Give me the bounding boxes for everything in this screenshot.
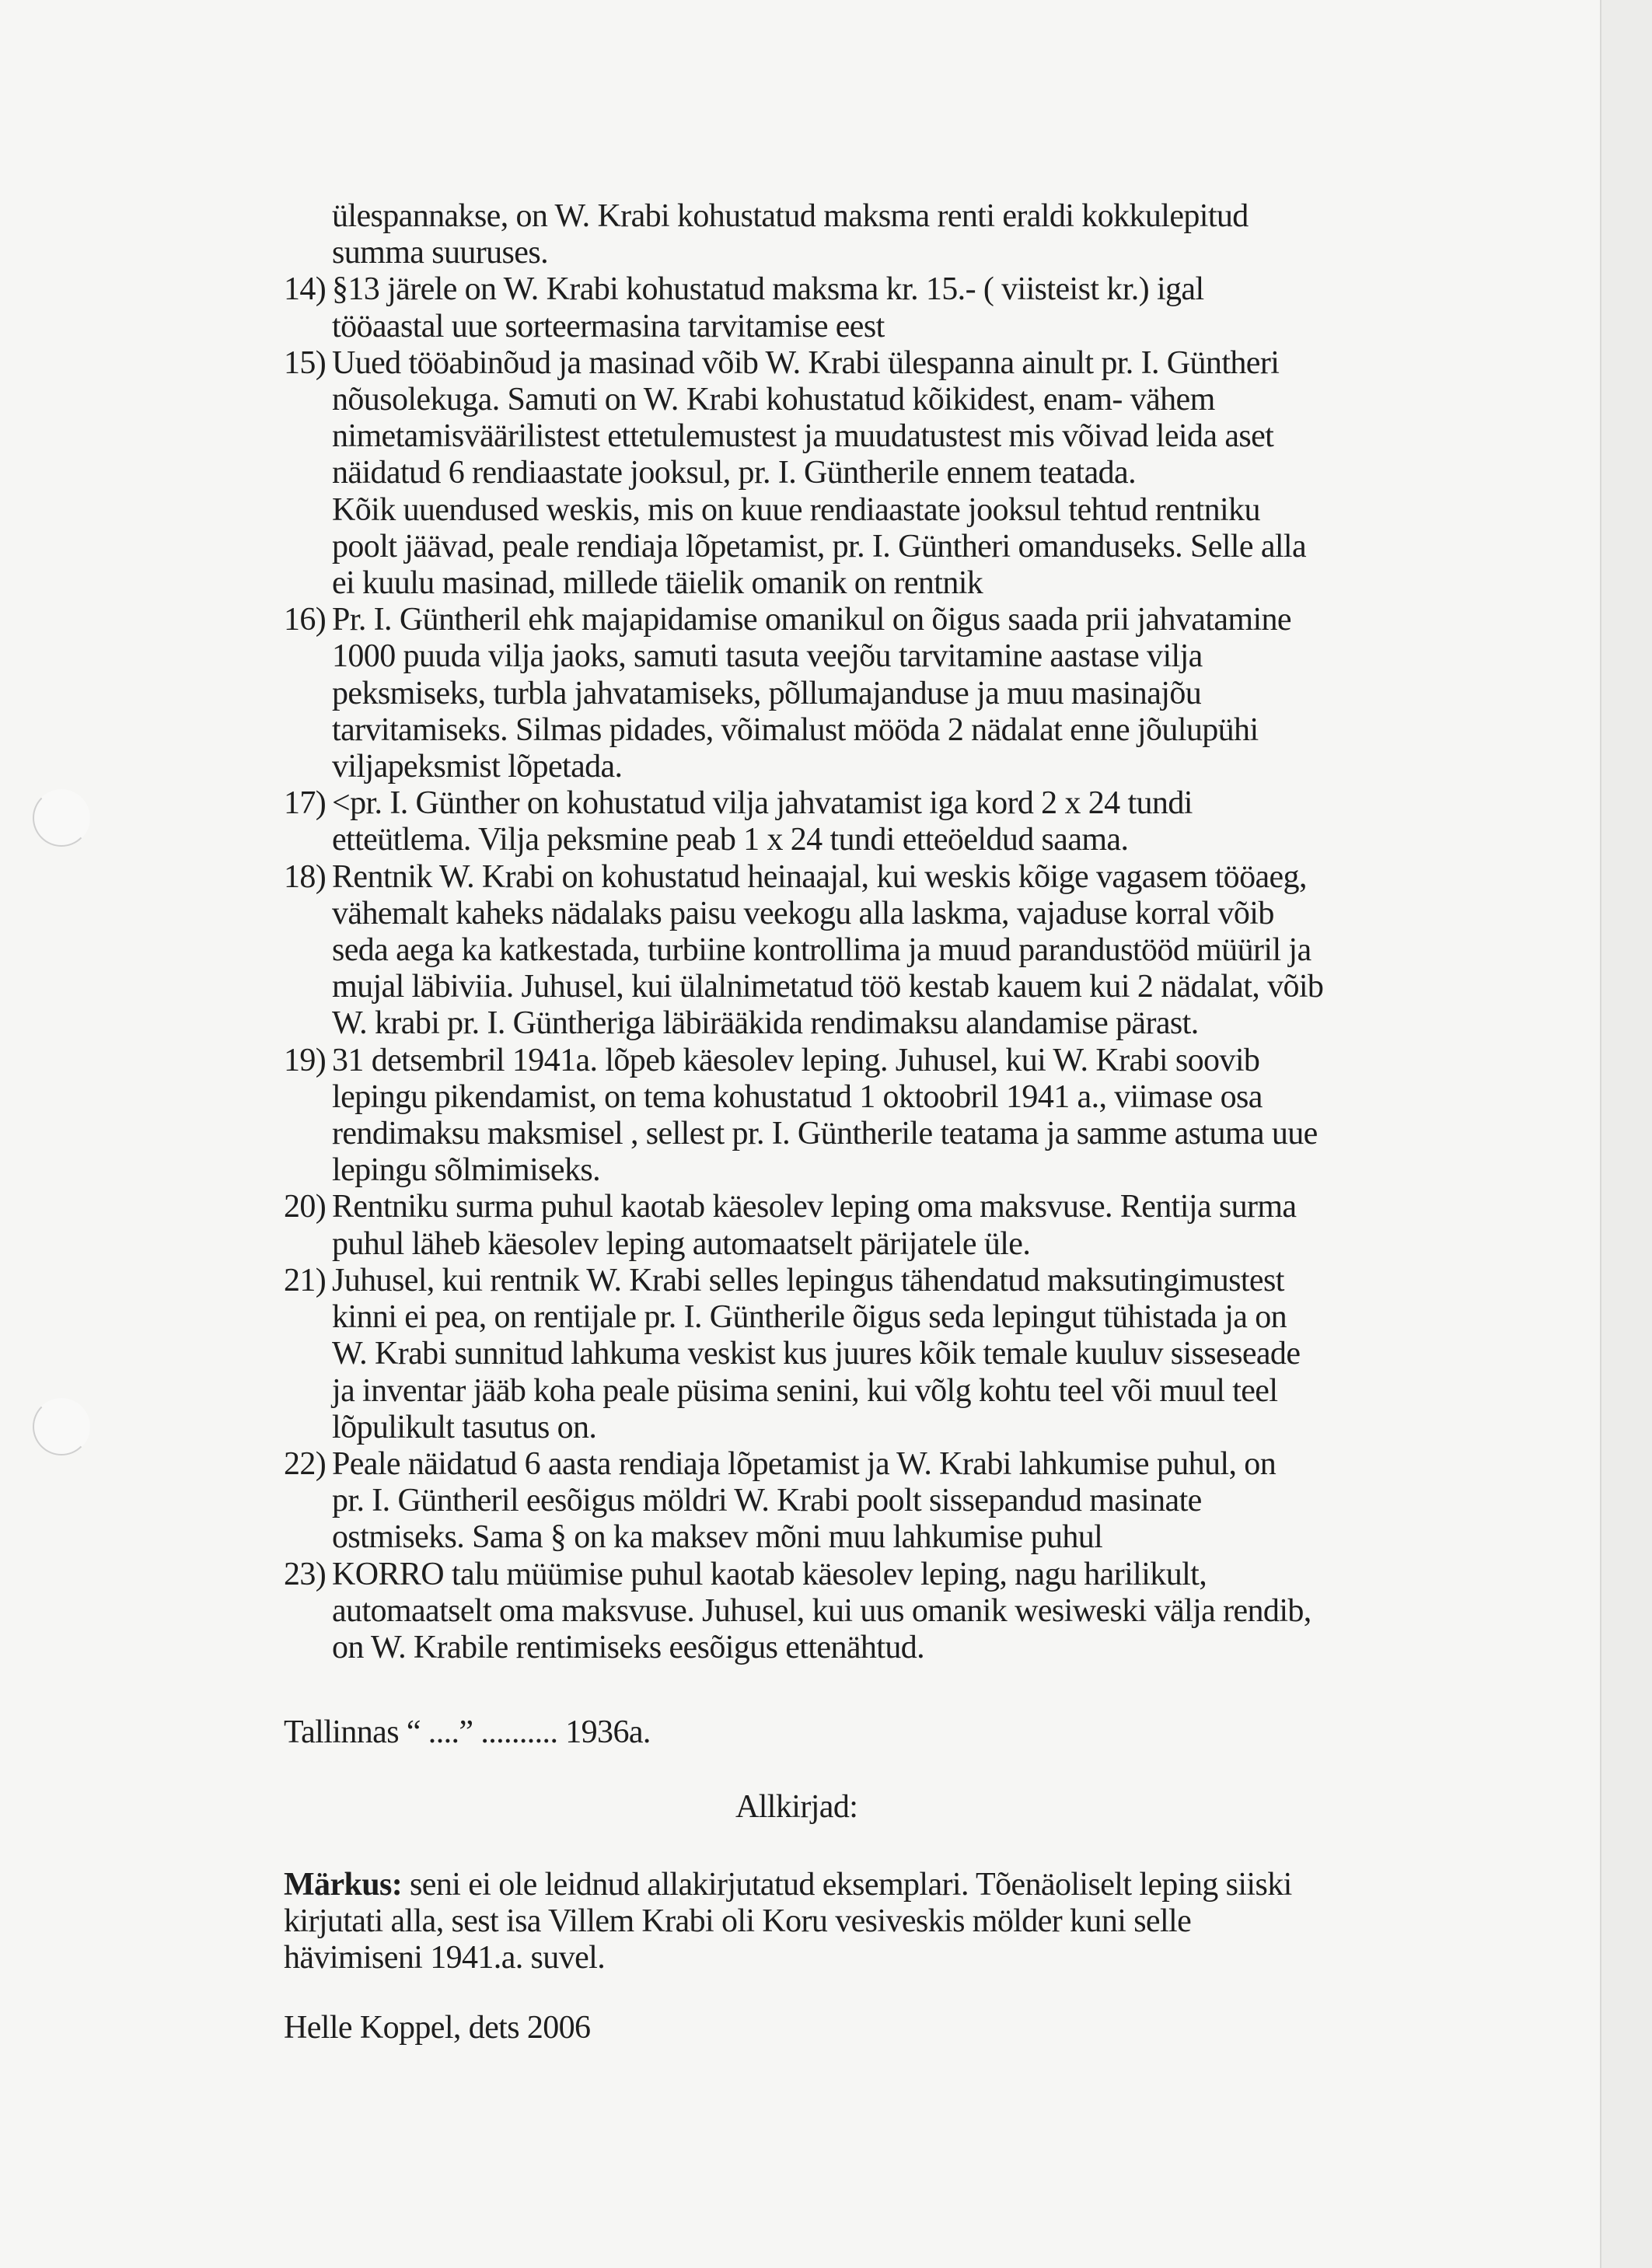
text-line: Peale näidatud 6 aasta rendiaja lõpetamist ja W. Krabi lahkumise puhul, on xyxy=(332,1445,1277,1482)
note-line: hävimiseni 1941.a. suvel. xyxy=(284,1940,606,1976)
clause-number: 15) xyxy=(284,344,327,381)
clause-number: 14) xyxy=(284,271,327,308)
intro-paragraph xyxy=(284,198,1528,271)
text-line: Rentnik W. Krabi on kohustatud heinaajal, kui weskis kõige vagasem tööaeg, xyxy=(332,858,1307,895)
note-line: kirjutati alla, sest isa Villem Krabi oli Koru vesiveskis mölder kuni selle xyxy=(284,1903,1192,1939)
clause-number: 22) xyxy=(284,1445,327,1482)
text-line: etteütlema. Vilja peksmine peab 1 x 24 tundi etteöeldud saama. xyxy=(332,822,1129,858)
contract-body xyxy=(284,198,1528,1666)
text-line: Rentniku surma puhul kaotab käesolev leping oma maksvuse. Rentija surma xyxy=(332,1189,1297,1225)
text-line: 1000 puuda vilja jaoks, samuti tasuta veejõu tarvitamine aastase vilja xyxy=(332,638,1203,675)
page-edge xyxy=(1600,0,1652,2268)
text-line: kinni ei pea, on rentijale pr. I. Güntherile õigus seda lepingut tühistada ja on xyxy=(332,1299,1287,1336)
text-line: ei kuulu masinad, millede täielik omanik on rentnik xyxy=(332,565,983,602)
place-date: Tallinnas “ ....” .......... 1936a. xyxy=(284,1714,651,1750)
text-line: lepingu sõlmimiseks. xyxy=(332,1152,601,1189)
text-line: poolt jäävad, peale rendiaja lõpetamist, pr. I. Güntheri omanduseks. Selle alla xyxy=(332,528,1307,564)
clause-number: 18) xyxy=(284,858,327,895)
text-line: on W. Krabile rentimiseks eesõigus ettenähtud. xyxy=(332,1629,925,1665)
clause-number: 19) xyxy=(284,1042,327,1078)
text-line: viljapeksmist lõpetada. xyxy=(332,749,623,785)
text-line: W. krabi pr. I. Güntheriga läbirääkida rendimaksu alandamise pärast. xyxy=(332,1005,1199,1042)
clause-item xyxy=(284,1263,1528,1446)
text-line: summa suuruses. xyxy=(332,235,548,271)
clause-number: 23) xyxy=(284,1556,327,1592)
text-line: vähemalt kaheks nädalaks paisu veekogu alla laskma, vajaduse korral võib xyxy=(332,895,1274,931)
text-line: ja inventar jääb koha peale püsima senini, kui võlg kohtu teel või muul teel xyxy=(332,1372,1278,1409)
clause-number: 21) xyxy=(284,1262,327,1298)
text-line: seda aega ka katkestada, turbiine kontrollima ja muud parandustööd müüril ja xyxy=(332,932,1311,969)
text-line: mujal läbiviia. Juhusel, kui ülalnimetatud töö kestab kauem kui 2 nädalat, võib xyxy=(332,969,1324,1005)
clause-item xyxy=(284,1557,1528,1667)
text-line: ülespannakse, on W. Krabi kohustatud maksma renti eraldi kokkulepitud xyxy=(332,198,1249,234)
text-line: Juhusel, kui rentnik W. Krabi selles lepingus tähendatud maksutingimustest xyxy=(332,1262,1284,1298)
clause-item xyxy=(284,1043,1528,1190)
punch-hole xyxy=(33,789,90,847)
text-line: rendimaksu maksmisel , sellest pr. I. Güntherile teatama ja samme astuma uue xyxy=(332,1116,1318,1152)
clause-item xyxy=(284,785,1528,858)
text-line: W. Krabi sunnitud lahkuma veskist kus juures kõik temale kuuluv sisseseade xyxy=(332,1336,1301,1372)
text-line: peksmiseks, turbla jahvatamiseks, põllumajanduse ja muu masinajõu xyxy=(332,675,1202,711)
text-line: Kõik uuendused weskis, mis on kuue rendiaastate jooksul tehtud rentniku xyxy=(332,491,1260,528)
note xyxy=(284,1867,1292,1976)
clause-item xyxy=(284,602,1528,785)
note-label: Märkus: xyxy=(284,1867,403,1903)
clause-item xyxy=(284,1446,1528,1557)
text-line: näidatud 6 rendiaastate jooksul, pr. I. Güntherile ennem teatada. xyxy=(332,455,1136,491)
text-line: lepingu pikendamist, on tema kohustatud 1 oktoobril 1941 a., viimase osa xyxy=(332,1078,1263,1115)
clause-item xyxy=(284,271,1528,344)
clause-number: 20) xyxy=(284,1189,327,1225)
clause-item xyxy=(284,345,1528,602)
note-line: seni ei ole leidnud allakirjutatud eksemplari. Tõenäoliselt leping siiski xyxy=(402,1867,1292,1903)
text-line: §13 järele on W. Krabi kohustatud maksma kr. 15.- ( viisteist kr.) igal xyxy=(332,271,1204,308)
clause-item xyxy=(284,859,1528,1043)
text-line: 31 detsembril 1941a. lõpeb käesolev leping. Juhusel, kui W. Krabi soovib xyxy=(332,1042,1260,1078)
author-signature: Helle Koppel, dets 2006 xyxy=(284,2010,591,2046)
text-line: pr. I. Güntheril eesõigus möldri W. Krabi poolt sissepandud masinate xyxy=(332,1483,1202,1519)
text-line: Pr. I. Güntheril ehk majapidamise omanikul on õigus saada prii jahvatamine xyxy=(332,602,1291,638)
text-line: puhul läheb käesolev leping automaatselt pärijatele üle. xyxy=(332,1225,1031,1262)
text-line: <pr. I. Günther on kohustatud vilja jahvatamist iga kord 2 x 24 tundi xyxy=(332,785,1193,822)
clause-number: 16) xyxy=(284,602,327,638)
text-line: ostmiseks. Sama § on ka maksev mõni muu lahkumise puhul xyxy=(332,1519,1103,1556)
text-line: lõpulikult tasutus on. xyxy=(332,1409,597,1445)
text-line: nimetamisväärilistest ettetulemustest ja muudatustest mis võivad leida aset xyxy=(332,418,1274,455)
text-line: KORRO talu müümise puhul kaotab käesolev leping, nagu harilikult, xyxy=(332,1556,1207,1592)
text-line: tarvitamiseks. Silmas pidades, võimalust mööda 2 nädalat enne jõulupühi xyxy=(332,711,1259,748)
signatures-label: Allkirjad: xyxy=(735,1789,858,1825)
clause-number: 17) xyxy=(284,785,327,822)
text-line: tööaastal uue sorteermasina tarvitamise eest xyxy=(332,308,885,344)
text-line: automaatselt oma maksvuse. Juhusel, kui uus omanik wesiweski välja rendib, xyxy=(332,1592,1311,1629)
text-line: Uued tööabinõud ja masinad võib W. Krabi ülespanna ainult pr. I. Güntheri xyxy=(332,344,1280,381)
punch-hole xyxy=(33,1398,90,1456)
clause-item xyxy=(284,1189,1528,1262)
text-line: nõusolekuga. Samuti on W. Krabi kohustatud kõikidest, enam- vähem xyxy=(332,382,1215,418)
